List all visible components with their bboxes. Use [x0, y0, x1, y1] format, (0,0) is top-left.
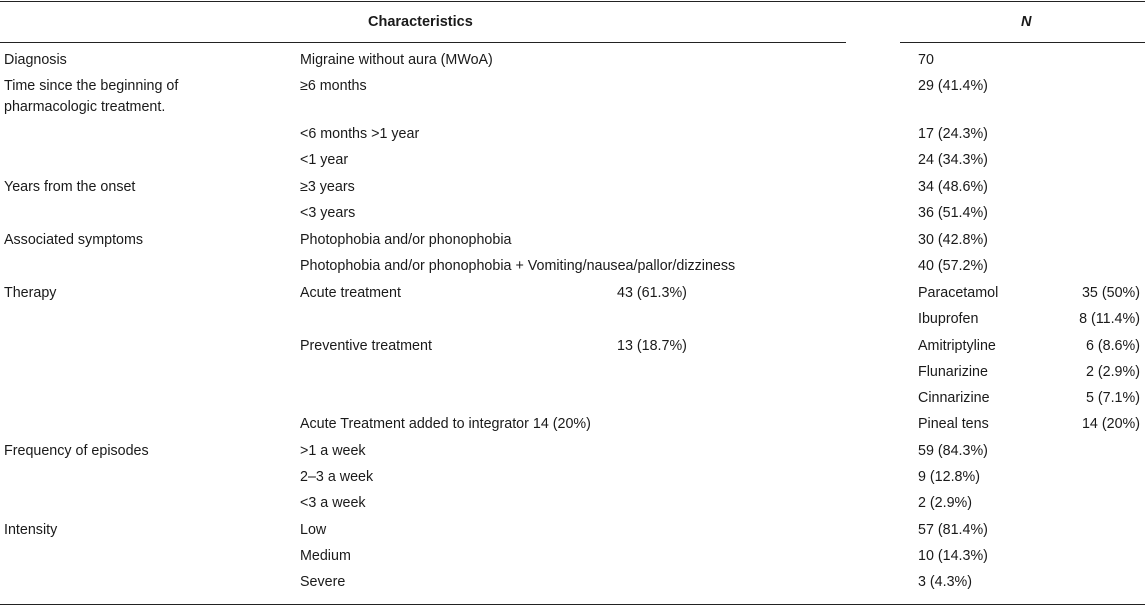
- header-rule-n: [900, 42, 1145, 43]
- row-drug: Cinnarizine: [918, 390, 990, 406]
- row-value: 40 (57.2%): [918, 258, 988, 274]
- row-drug-value: 14 (20%): [1081, 416, 1140, 432]
- row-label: Frequency of episodes: [4, 443, 149, 459]
- row-drug-value: 8 (11.4%): [1079, 311, 1140, 327]
- row-drug: Paracetamol: [918, 285, 999, 301]
- row-label: Intensity: [4, 522, 58, 538]
- row-item: Medium: [300, 548, 351, 564]
- row-value: 3 (4.3%): [918, 574, 973, 590]
- row-value: 36 (51.4%): [918, 205, 988, 221]
- row-item: ≥6 months: [300, 78, 367, 94]
- row-value: 17 (24.3%): [918, 126, 988, 142]
- column-header-characteristics: Characteristics: [368, 14, 473, 30]
- row-label-continued: pharmacologic treatment.: [4, 99, 166, 115]
- row-label: Associated symptoms: [4, 232, 144, 248]
- row-value: 2 (2.9%): [918, 495, 973, 511]
- row-value: 9 (12.8%): [918, 469, 980, 485]
- row-drug-value: 6 (8.6%): [1085, 338, 1140, 354]
- row-value: 10 (14.3%): [918, 548, 988, 564]
- row-drug-value: 5 (7.1%): [1085, 390, 1140, 406]
- row-drug-value: 35 (50%): [1081, 285, 1140, 301]
- row-value: 34 (48.6%): [918, 179, 988, 195]
- row-drug: Flunarizine: [918, 364, 988, 380]
- row-drug: Ibuprofen: [918, 311, 979, 327]
- row-item: 2–3 a week: [300, 469, 374, 485]
- row-item: Low: [300, 522, 327, 538]
- row-value: 30 (42.8%): [918, 232, 988, 248]
- row-drug: Pineal tens: [918, 416, 989, 432]
- row-item: >1 a week: [300, 443, 366, 459]
- row-value: 24 (34.3%): [918, 152, 988, 168]
- row-label: Time since the beginning of: [4, 78, 179, 94]
- row-value: 57 (81.4%): [918, 522, 988, 538]
- row-label: Years from the onset: [4, 179, 136, 195]
- row-value: 29 (41.4%): [918, 78, 988, 94]
- row-item: <3 a week: [300, 495, 366, 511]
- row-subvalue: 13 (18.7%): [617, 338, 687, 354]
- row-item: ≥3 years: [300, 179, 355, 195]
- row-subvalue: 43 (61.3%): [617, 285, 687, 301]
- row-label: Diagnosis: [4, 52, 67, 68]
- row-value: 59 (84.3%): [918, 443, 988, 459]
- header-rule-characteristics: [0, 42, 846, 43]
- column-header-n: N: [1021, 14, 1032, 30]
- row-item: <3 years: [300, 205, 356, 221]
- row-drug-value: 2 (2.9%): [1085, 364, 1140, 380]
- row-item: <1 year: [300, 152, 349, 168]
- table-bottom-rule: [0, 604, 1145, 605]
- row-value: 70: [918, 52, 934, 68]
- table-top-rule: [0, 1, 1145, 2]
- row-item: Photophobia and/or phonophobia + Vomiting/nausea/pallor/dizziness: [300, 258, 736, 274]
- row-item: Photophobia and/or phonophobia: [300, 232, 512, 248]
- row-drug: Amitriptyline: [918, 338, 996, 354]
- row-item: Severe: [300, 574, 346, 590]
- row-item: Acute treatment: [300, 285, 401, 301]
- row-label: Therapy: [4, 285, 57, 301]
- row-item: Acute Treatment added to integrator 14 (20%): [300, 416, 591, 432]
- row-item: Migraine without aura (MWoA): [300, 52, 493, 68]
- row-item: Preventive treatment: [300, 338, 432, 354]
- row-item: <6 months >1 year: [300, 126, 420, 142]
